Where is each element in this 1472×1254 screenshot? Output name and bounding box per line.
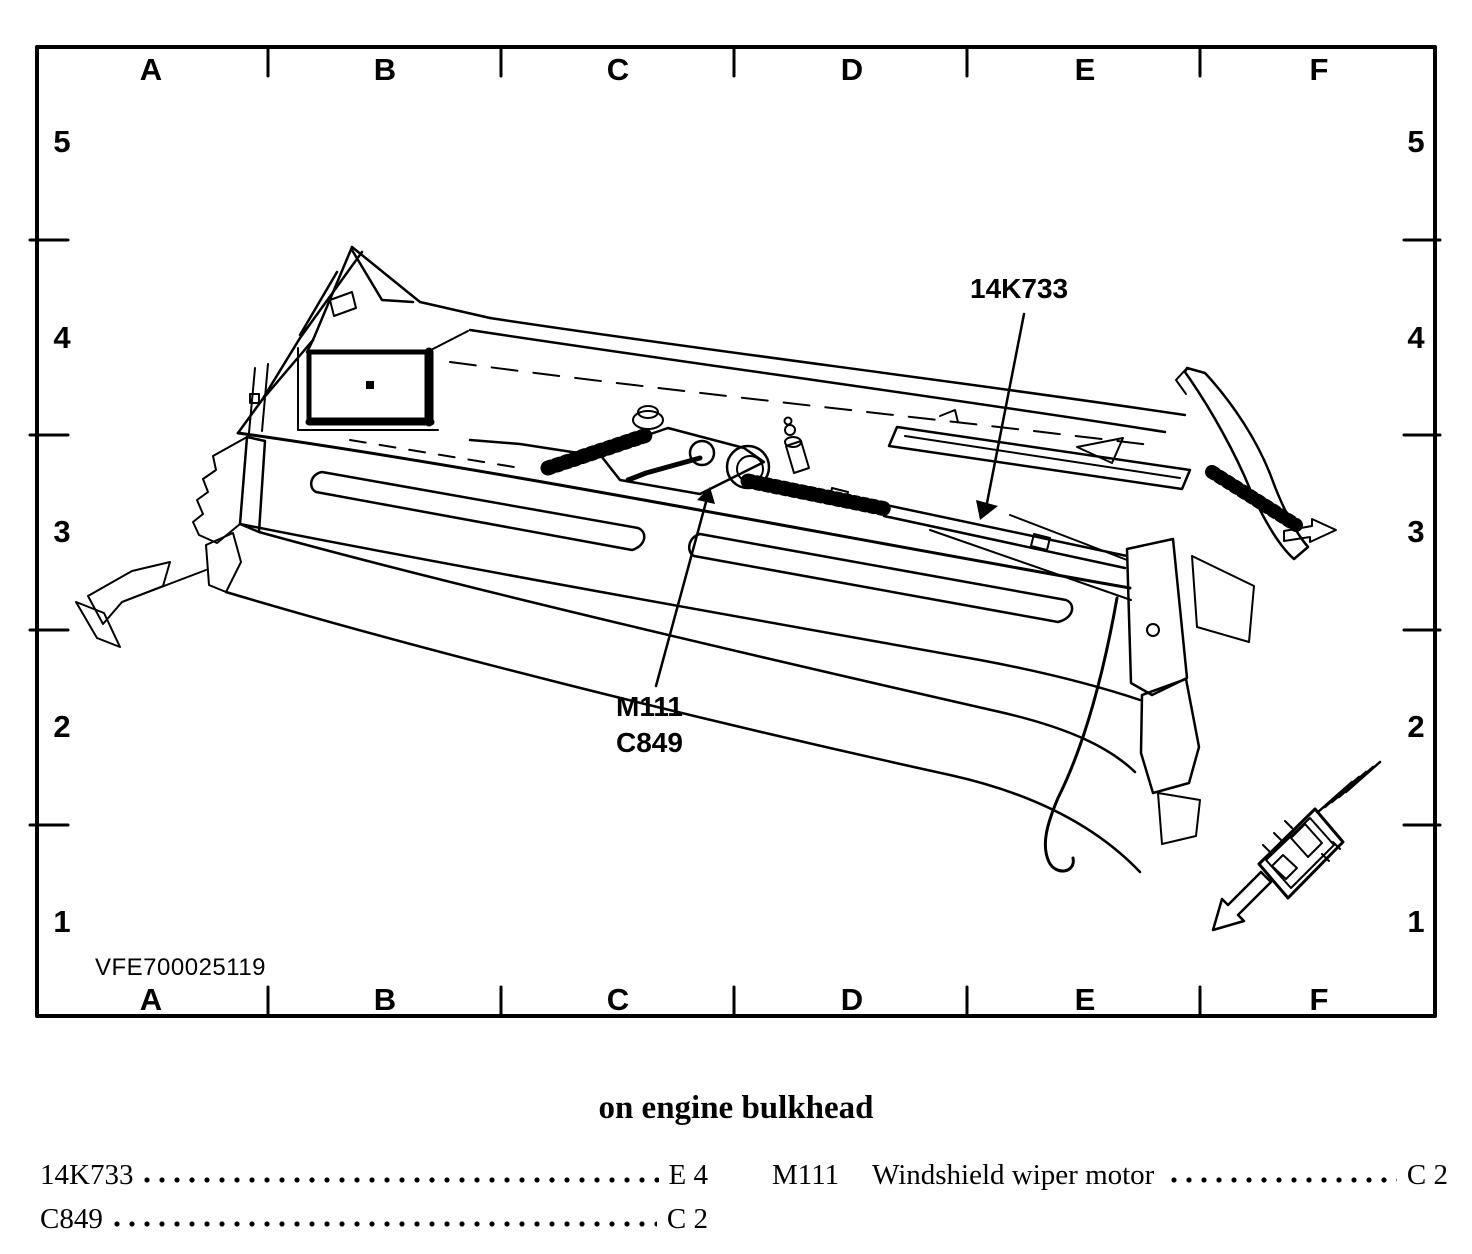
legend-row-m111 [772, 1160, 1448, 1192]
legend-right-column [772, 1160, 1448, 1204]
left-access-panel [249, 348, 438, 433]
row-label-right-5: 5 [1407, 124, 1425, 159]
col-label-bottom-c: C [606, 982, 630, 1017]
left-end-bracket [76, 437, 265, 647]
right-mounting-bracket [930, 515, 1254, 844]
row-label-left-1: 1 [53, 904, 71, 939]
legend-grid-ref: C 2 [1406, 1159, 1448, 1191]
windshield-frame [262, 247, 490, 400]
callout-label-c849: C849 [616, 727, 683, 758]
pivot-shaft-housing [889, 410, 1190, 489]
cowl-bulkhead-drawing [76, 247, 1380, 930]
drain-hose [1045, 598, 1117, 871]
cowl-top-edge [238, 318, 1185, 445]
linkage-coil-hatch-right [748, 481, 886, 509]
col-label-bottom-d: D [840, 982, 864, 1017]
cowl-body-sweeps [226, 433, 1140, 872]
callout-label-14k733: 14K733 [970, 273, 1069, 304]
connector-icon [1213, 762, 1380, 930]
col-label-bottom-a: A [139, 982, 163, 1017]
figure-code: VFE700025119 [95, 954, 267, 981]
row-label-right-2: 2 [1407, 709, 1425, 744]
legend-left-column [40, 1160, 708, 1248]
figure-caption: on engine bulkhead [598, 1090, 874, 1126]
legend-ref: C849 [40, 1202, 103, 1235]
legend-grid-ref: C 2 [666, 1202, 708, 1235]
col-label-bottom-b: B [373, 982, 397, 1017]
col-label-top-f: F [1309, 52, 1329, 87]
frame-border [37, 47, 1435, 1016]
col-label-top-e: E [1074, 52, 1096, 87]
callout-arrowhead [976, 500, 998, 520]
row-label-left-3: 3 [53, 514, 71, 549]
strut-coil-hatch [1212, 472, 1296, 525]
col-label-top-d: D [840, 52, 864, 87]
dot-leader [143, 1175, 658, 1184]
row-label-left-2: 2 [53, 709, 71, 744]
row-ticks [30, 240, 1440, 825]
linkage-rod [884, 505, 1127, 568]
callout-label-m111: M111 [616, 691, 683, 722]
col-label-bottom-e: E [1074, 982, 1096, 1017]
grid-frame [30, 47, 1440, 1017]
cowl-vent-slots [311, 472, 1072, 622]
legend-row-c849 [40, 1204, 708, 1236]
column-labels [140, 52, 1329, 1017]
col-label-top-b: B [373, 52, 397, 87]
legend-description: Windshield wiper motor [872, 1159, 1155, 1191]
callout-arrowhead [697, 487, 715, 504]
row-label-left-4: 4 [53, 320, 71, 355]
dot-leader [1170, 1175, 1397, 1184]
dot-leader [113, 1219, 657, 1228]
right-strut [1176, 368, 1336, 559]
row-label-right-3: 3 [1407, 514, 1425, 549]
col-label-bottom-f: F [1309, 982, 1329, 1017]
legend-ref: M111 [772, 1159, 840, 1191]
row-label-left-5: 5 [53, 124, 71, 159]
legend-row-14k733 [40, 1160, 708, 1192]
col-label-top-a: A [139, 52, 163, 87]
col-label-top-c: C [606, 52, 630, 87]
connector-wires [1318, 762, 1380, 812]
disconnect-arrow-icon [1213, 872, 1271, 930]
row-label-right-4: 4 [1407, 320, 1425, 355]
legend-grid-ref: E 4 [668, 1159, 708, 1191]
legend-ref: 14K733 [40, 1159, 134, 1191]
row-label-right-1: 1 [1407, 904, 1425, 939]
